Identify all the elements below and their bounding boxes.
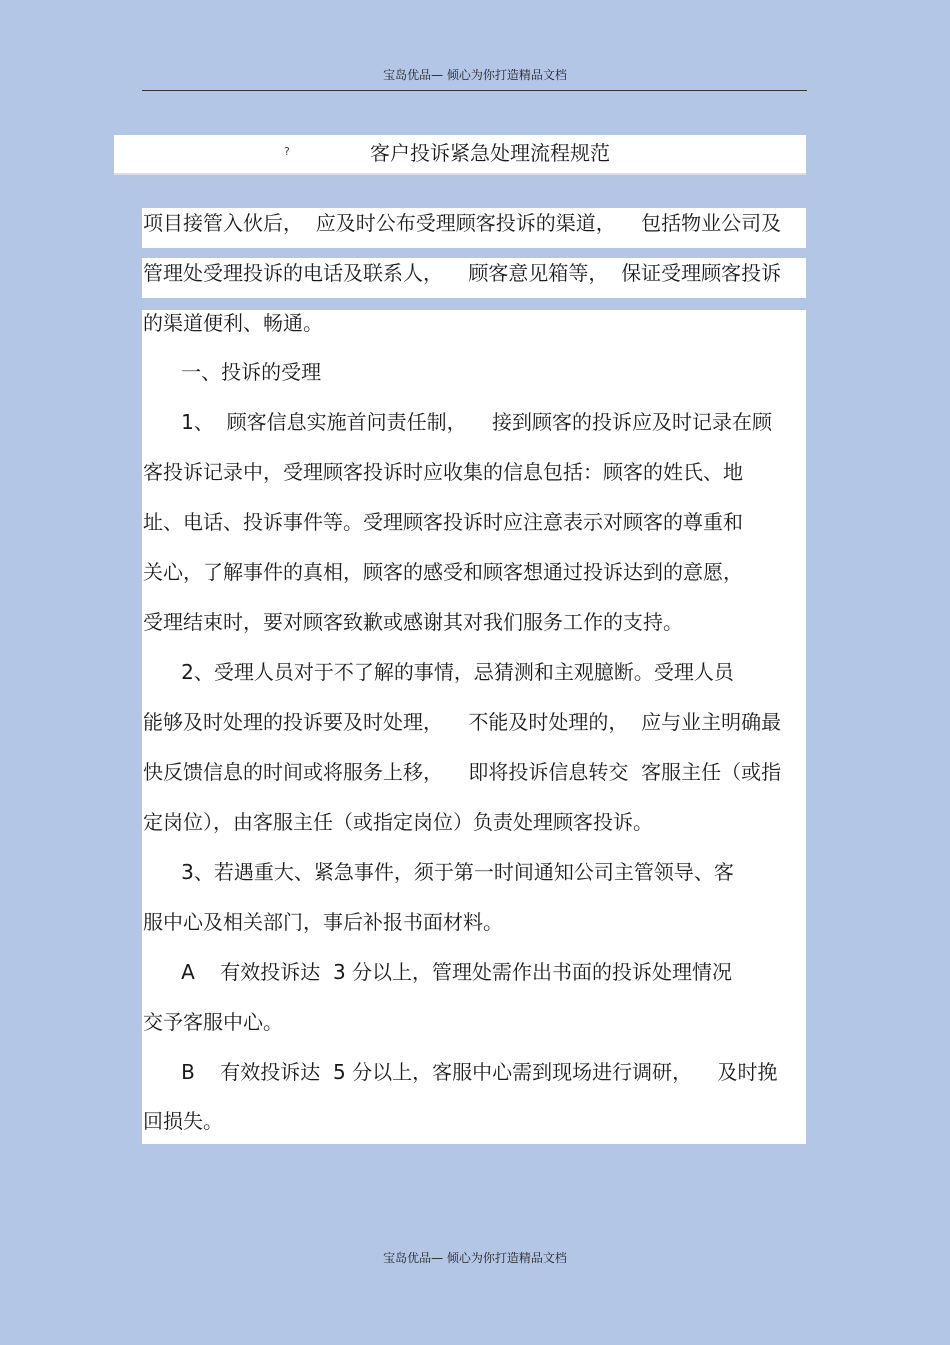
title-marker: ?	[284, 145, 290, 158]
body-line: 快反馈信息的时间或将服务上移， 即将投诉信息转交 客服主任（或指	[143, 760, 782, 784]
body-line: 回损失。	[143, 1109, 223, 1133]
body-line: 服中心及相关部门，事后补报书面材料。	[143, 910, 503, 934]
body-line: B 有效投诉达 5 分以上，客服中心需到现场进行调研， 及时挽	[143, 1060, 778, 1084]
page-footer: 宝岛优品— 倾心为你打造精品文档	[383, 1251, 567, 1265]
body-line: 址、电话、投诉事件等。受理顾客投诉时应注意表示对顾客的尊重和	[143, 510, 743, 534]
body-line: 2、受理人员对于不了解的事情，忌猜测和主观臆断。受理人员	[143, 660, 734, 684]
body-line: 3、若遇重大、紧急事件，须于第一时间通知公司主管领导、客	[143, 860, 734, 884]
body-line: 管理处受理投诉的电话及联系人， 顾客意见箱等， 保证受理顾客投诉	[143, 261, 782, 285]
document-title: 客户投诉紧急处理流程规范	[370, 141, 610, 165]
header-divider	[142, 90, 807, 91]
title-box	[114, 135, 806, 173]
body-line: 1、 顾客信息实施首问责任制， 接到顾客的投诉应及时记录在顾	[143, 410, 773, 434]
section-heading: 一、投诉的受理	[143, 360, 322, 384]
body-line: 客投诉记录中，受理顾客投诉时应收集的信息包括：顾客的姓氏、地	[143, 460, 743, 484]
body-line: 能够及时处理的投诉要及时处理， 不能及时处理的， 应与业主明确最	[143, 710, 782, 734]
body-line: A 有效投诉达 3 分以上，管理处需作出书面的投诉处理情况	[143, 960, 733, 984]
body-line: 定岗位），由客服主任（或指定岗位）负责处理顾客投诉。	[143, 810, 653, 834]
page-header: 宝岛优品— 倾心为你打造精品文档	[383, 68, 567, 82]
body-line: 受理结束时，要对顾客致歉或感谢其对我们服务工作的支持。	[143, 610, 683, 634]
body-line: 的渠道便利、畅通。	[143, 311, 323, 335]
body-line: 项目接管入伙后， 应及时公布受理顾客投诉的渠道， 包括物业公司及	[143, 211, 782, 235]
body-line: 关心，了解事件的真相，顾客的感受和顾客想通过投诉达到的意愿，	[143, 560, 743, 584]
body-line: 交予客服中心。	[143, 1010, 283, 1034]
